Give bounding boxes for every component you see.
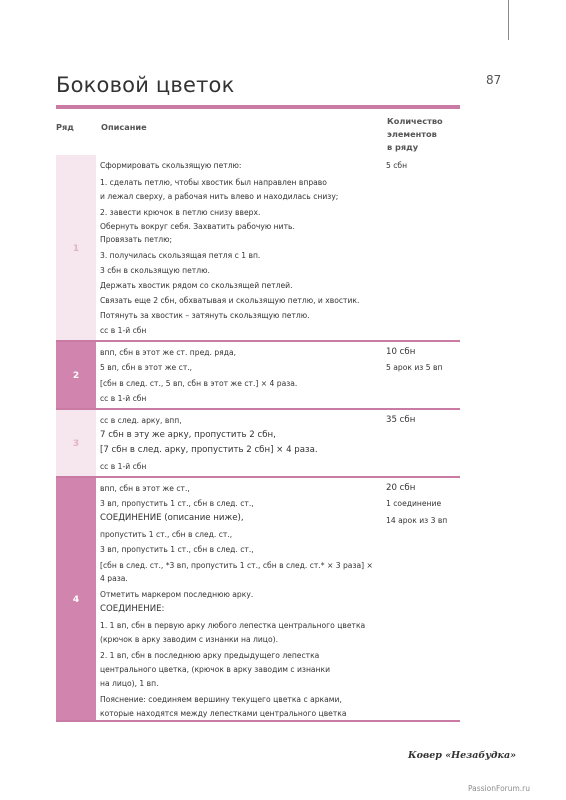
- table-row: [56, 342, 460, 410]
- description-line: сс в след. арку, впп,: [100, 416, 182, 425]
- description-line: [сбн в след. ст., 5 вп, сбн в этот же ст.] × 4 раза.: [100, 379, 298, 388]
- watermark: PassionForum.ru: [468, 784, 531, 793]
- count-line: 14 арок из 3 вп: [386, 516, 448, 525]
- description-line: Потянуть за хвостик – затянуть скользящую петлю.: [100, 311, 310, 320]
- count-line: 5 арок из 5 вп: [386, 363, 443, 372]
- row-number: 3: [56, 410, 96, 478]
- description-line: Обернуть вокруг себя. Захватить рабочую нить.: [100, 222, 295, 231]
- description-line: 1. 1 вп, сбн в первую арку любого лепестка центрального цветка: [100, 621, 366, 630]
- row-divider: [56, 720, 460, 722]
- page-number: 87: [486, 73, 502, 87]
- description-line: 4 раза.: [100, 574, 128, 583]
- row-number: 4: [56, 478, 96, 722]
- description-line: (крючок в арку заводим с изнанки на лицо).: [100, 635, 278, 644]
- page-title: Боковой цветок: [56, 73, 235, 97]
- description-line: 3 вп, пропустить 1 ст., сбн в след. ст.,: [100, 545, 254, 554]
- description-line: сс в 1-й сбн: [100, 394, 147, 403]
- count-line: 20 сбн: [386, 483, 416, 493]
- description-line: СОЕДИНЕНИЕ:: [100, 604, 165, 614]
- header-row: Ряд: [56, 122, 74, 132]
- table-row: [56, 410, 460, 478]
- description-line: которые находятся между лепестками центрального цветка: [100, 709, 347, 718]
- count-line: 5 сбн: [386, 161, 408, 170]
- description-line: впп, сбн в этот же ст.,: [100, 484, 190, 493]
- description-line: Пояснение: соединяем вершину текущего цветка с арками,: [100, 695, 342, 704]
- description-line: СОЕДИНЕНИЕ (описание ниже),: [100, 513, 244, 523]
- description-line: [сбн в след. ст., *3 вп, пропустить 1 ст., сбн в след. ст.* × 3 раза] ×: [100, 561, 373, 570]
- description-line: сс в 1-й сбн: [100, 462, 147, 471]
- description-line: 3. получилась скользящая петля с 1 вп.: [100, 251, 261, 260]
- description-line: центрального цветка, (крючок в арку заводим с изнанки: [100, 665, 331, 674]
- header-count-line: Количество: [387, 116, 443, 126]
- count-line: 35 сбн: [386, 415, 416, 425]
- description-line: Сформировать скользящую петлю:: [100, 161, 242, 170]
- description-line: 7 сбн в эту же арку, пропустить 2 сбн,: [100, 430, 276, 440]
- description-line: Провязать петлю;: [100, 235, 173, 244]
- table-row: [56, 155, 460, 342]
- description-line: и лежал сверху, а рабочая нить влево и находилась снизу;: [100, 192, 339, 201]
- description-line: 3 вп, пропустить 1 ст., сбн в след. ст.,: [100, 499, 254, 508]
- header-rule: [56, 105, 460, 109]
- table-row: [56, 478, 460, 722]
- description-line: 2. 1 вп, сбн в последнюю арку предыдущего лепестка: [100, 651, 320, 660]
- row-number: 1: [56, 155, 96, 342]
- description-line: 1. сделать петлю, чтобы хвостик был направлен вправо: [100, 178, 327, 187]
- header-count-line: элементов: [387, 129, 437, 139]
- count-line: 10 сбн: [386, 347, 416, 357]
- header-count-line: в ряду: [387, 142, 419, 152]
- header-description: Описание: [101, 122, 147, 132]
- description-line: 5 вп, сбн в этот же ст.,: [100, 363, 193, 372]
- edge-line: [508, 0, 509, 40]
- description-line: на лицо), 1 вп.: [100, 679, 159, 688]
- header-count: [387, 115, 459, 154]
- description-line: 3 сбн в скользящую петлю.: [100, 266, 210, 275]
- description-line: Держать хвостик рядом со скользящей петлей.: [100, 281, 293, 290]
- description-line: впп, сбн в этот же ст. пред. ряда,: [100, 348, 237, 357]
- footer-title: Ковер «Незабудка»: [408, 750, 517, 761]
- description-line: пропустить 1 ст., сбн в след. ст.,: [100, 530, 233, 539]
- description-line: [7 сбн в след. арку, пропустить 2 сбн] × 4 раза.: [100, 445, 318, 455]
- description-line: 2. завести крючок в петлю снизу вверх.: [100, 208, 261, 217]
- description-line: Связать еще 2 сбн, обхватывая и скользящую петлю, и хвостик.: [100, 296, 360, 305]
- description-line: сс в 1-й сбн: [100, 326, 147, 335]
- count-line: 1 соединение: [386, 499, 442, 508]
- description-line: Отметить маркером последнюю арку.: [100, 590, 254, 599]
- row-number: 2: [56, 342, 96, 410]
